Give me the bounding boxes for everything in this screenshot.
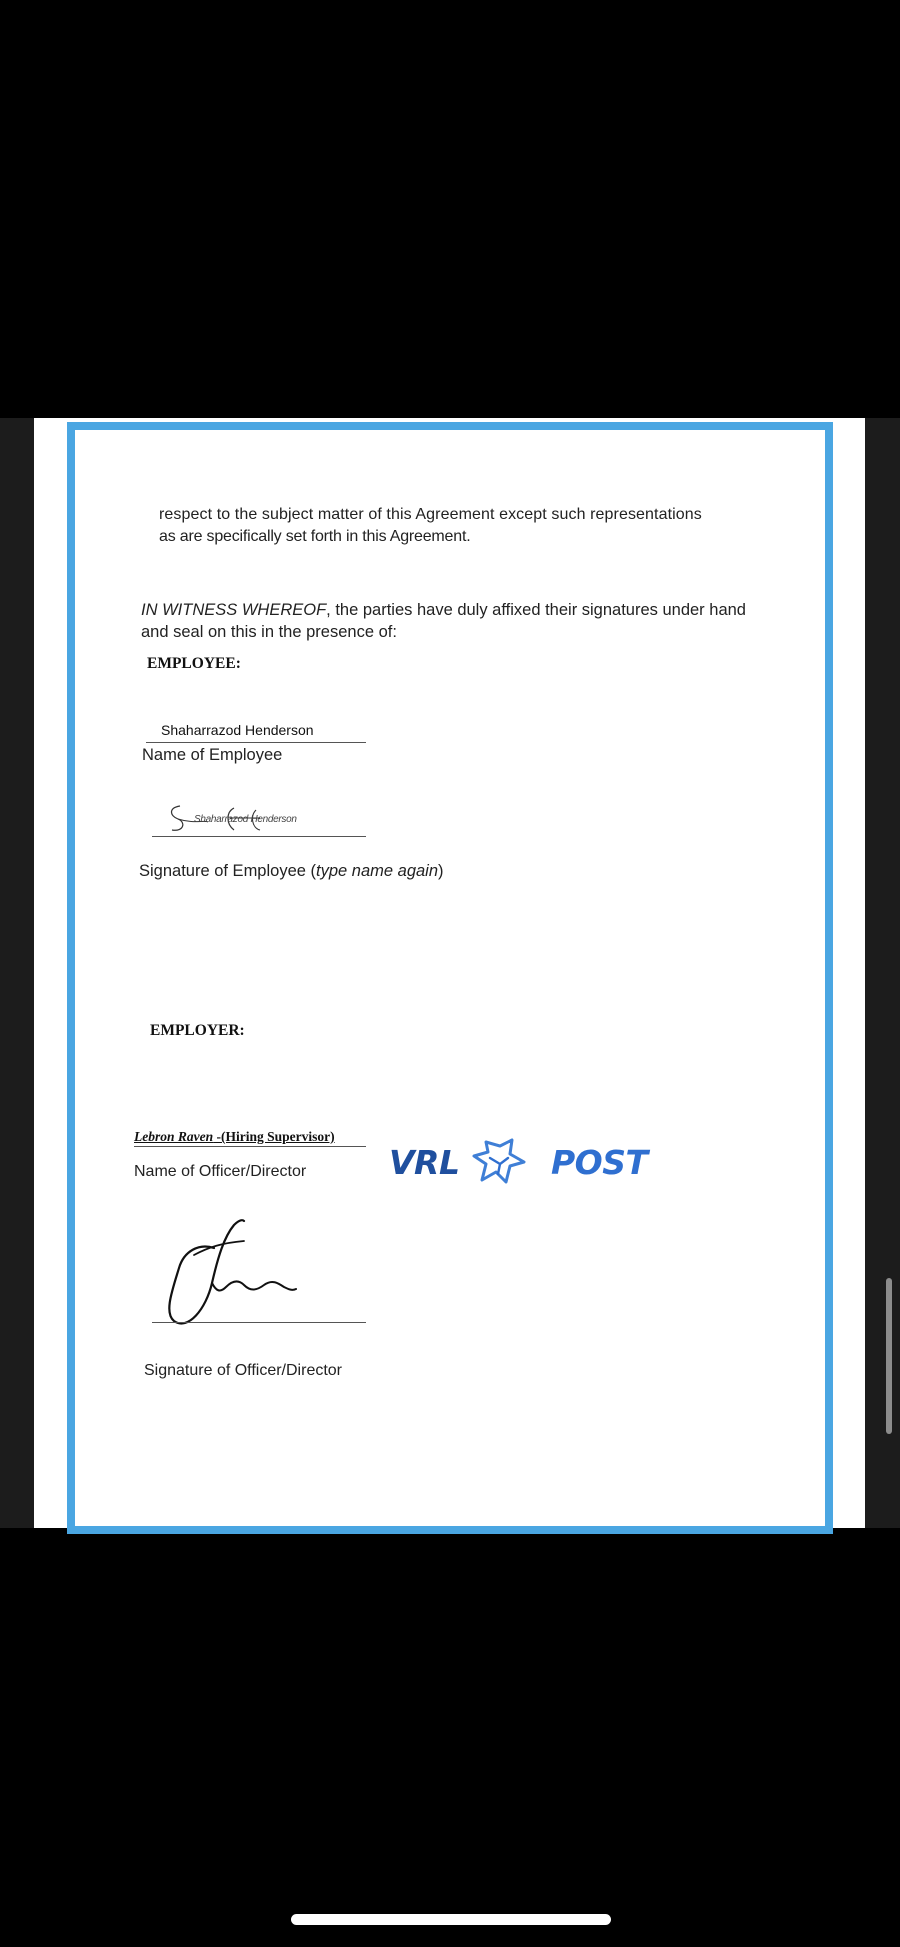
employee-name-label: Name of Employee [142,746,283,764]
document-viewer[interactable] [0,418,900,1528]
officer-name-value [134,1129,335,1145]
document-page [34,418,865,1528]
officer-name-label: Name of Officer/Director [134,1163,307,1180]
logo-star-icon [472,1136,534,1192]
signature-label-suffix: ) [438,862,444,880]
employee-name-line [146,742,366,743]
signature-label-prefix: Signature of Employee ( [139,862,317,880]
employee-signature-line [152,836,366,837]
employee-name-value: Shaharrazod Henderson [161,722,314,738]
officer-title: -(Hiring Supervisor) [213,1129,335,1144]
officer-name-line [134,1146,366,1147]
witness-clause-line-2: and seal on this in the presence of: [141,623,397,641]
paragraph-line-2: as are specifically set forth in this Agreement. [159,528,471,545]
officer-signature-label: Signature of Officer/Director [144,1362,343,1379]
vertical-scrollbar-thumb[interactable] [886,1278,892,1434]
logo-right-word: POST [551,1143,648,1182]
employer-heading: EMPLOYER: [150,1022,245,1039]
paragraph-line-1: respect to the subject matter of this Agreement except such representations [159,506,702,523]
employee-heading: EMPLOYEE: [147,655,241,672]
witness-lead: IN WITNESS WHEREOF [141,601,327,619]
home-indicator-bar[interactable] [291,1914,611,1925]
signature-label-italic: type name again [316,862,439,880]
employee-signature-text: Shaharrazod Henderson [194,814,297,825]
employee-signature-label [139,860,444,882]
logo-left-word: VRL [389,1143,460,1182]
officer-name: Lebron Raven [134,1129,214,1144]
witness-clause-line-1 [141,599,746,621]
officer-signature-line [152,1322,366,1323]
officer-signature-image [154,1213,354,1333]
vrl-post-logo [386,1128,648,1198]
witness-rest: , the parties have duly affixed their signatures under hand [326,601,746,619]
